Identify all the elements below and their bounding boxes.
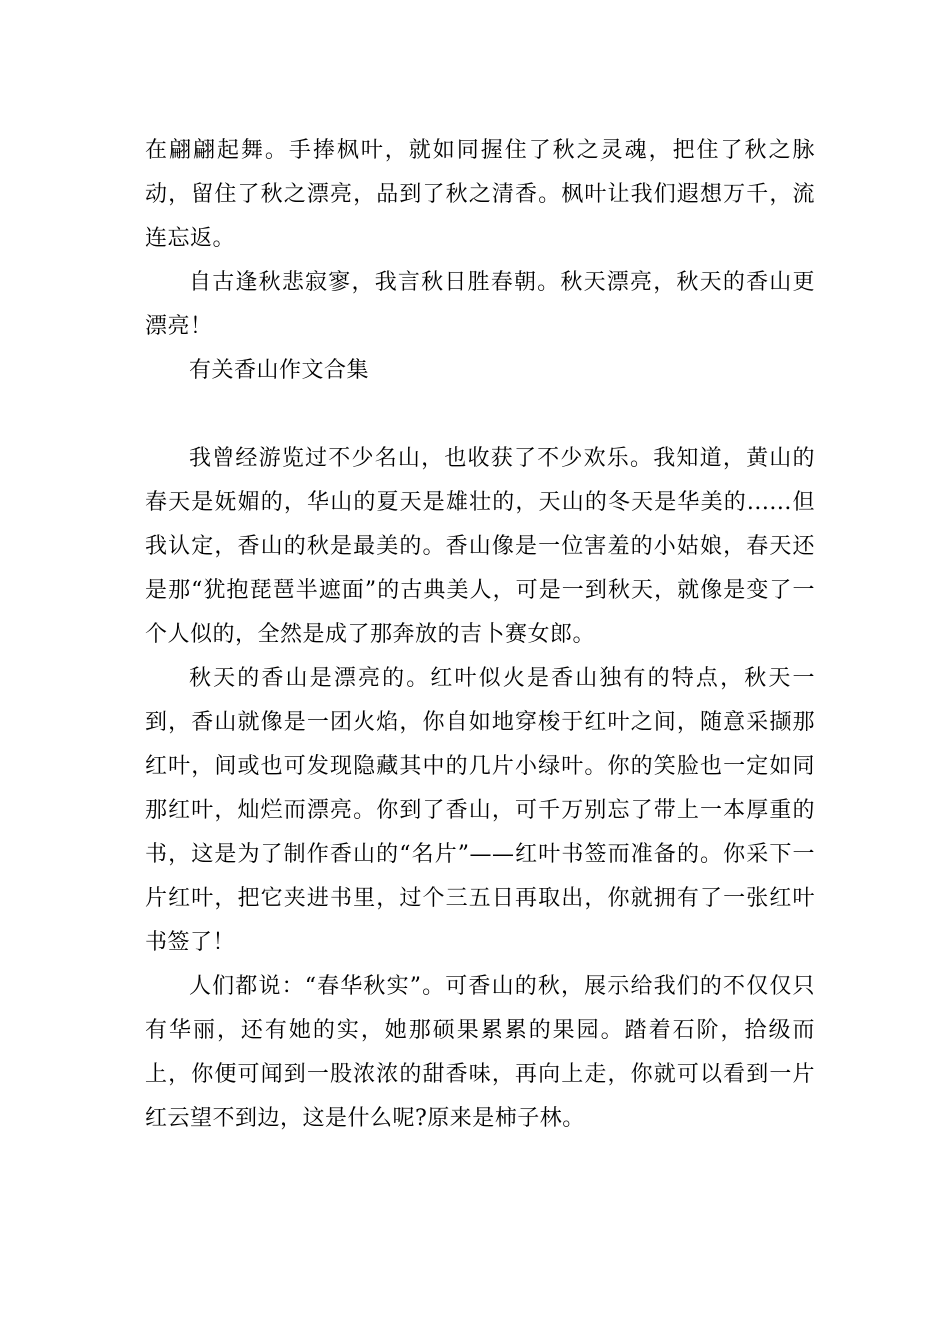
section-spacer — [145, 393, 815, 437]
section-heading: 有关香山作文合集 — [189, 358, 370, 383]
paragraph-intro: 我曾经游览过不少名山，也收获了不少欢乐。我知道，黄山的春天是妩媚的，华山的夏天是雄壮的，天山的冬天是华美的......但我认定，香山的秋是最美的。香山像是一位害羞的小姑娘，春天还是那“犹抱琵琶半遮面”的古典美人，可是一到秋天，就像是变了一个人似的，全然是成了那奔放的吉卜赛女郎。 — [145, 446, 815, 647]
paragraph-continued: 在翩翩起舞。手捧枫叶，就如同握住了秋之灵魂，把住了秋之脉动，留住了秋之漂亮，品到了秋之清香。枫叶让我们遐想万千，流连忘返。 — [145, 138, 815, 251]
paragraph-red-leaves: 秋天的香山是漂亮的。红叶似火是香山独有的特点，秋天一到，香山就像是一团火焰，你自如地穿梭于红叶之间，随意采撷那红叶，间或也可发现隐藏其中的几片小绿叶。你的笑脸也一定如同那红叶，灿烂而漂亮。你到了香山，可千万别忘了带上一本厚重的书，这是为了制作香山的“名片”——红叶书签而准备的。你采下一片红叶，把它夹进书里，过个三五日再取出，你就拥有了一张红叶书签了！ — [145, 666, 815, 955]
document-body — [145, 129, 815, 1141]
paragraph-orchard: 人们都说：“春华秋实”。可香山的秋，展示给我们的不仅仅只有华丽，还有她的实，她那硕果累累的果园。踏着石阶，拾级而上，你便可闻到一股浓浓的甜香味，再向上走，你就可以看到一片红云望不到边，这是什么呢?原来是柿子林。 — [145, 974, 815, 1131]
paragraph-autumn-poem: 自古逢秋悲寂寥，我言秋日胜春朝。秋天漂亮，秋天的香山更漂亮！ — [145, 270, 815, 339]
